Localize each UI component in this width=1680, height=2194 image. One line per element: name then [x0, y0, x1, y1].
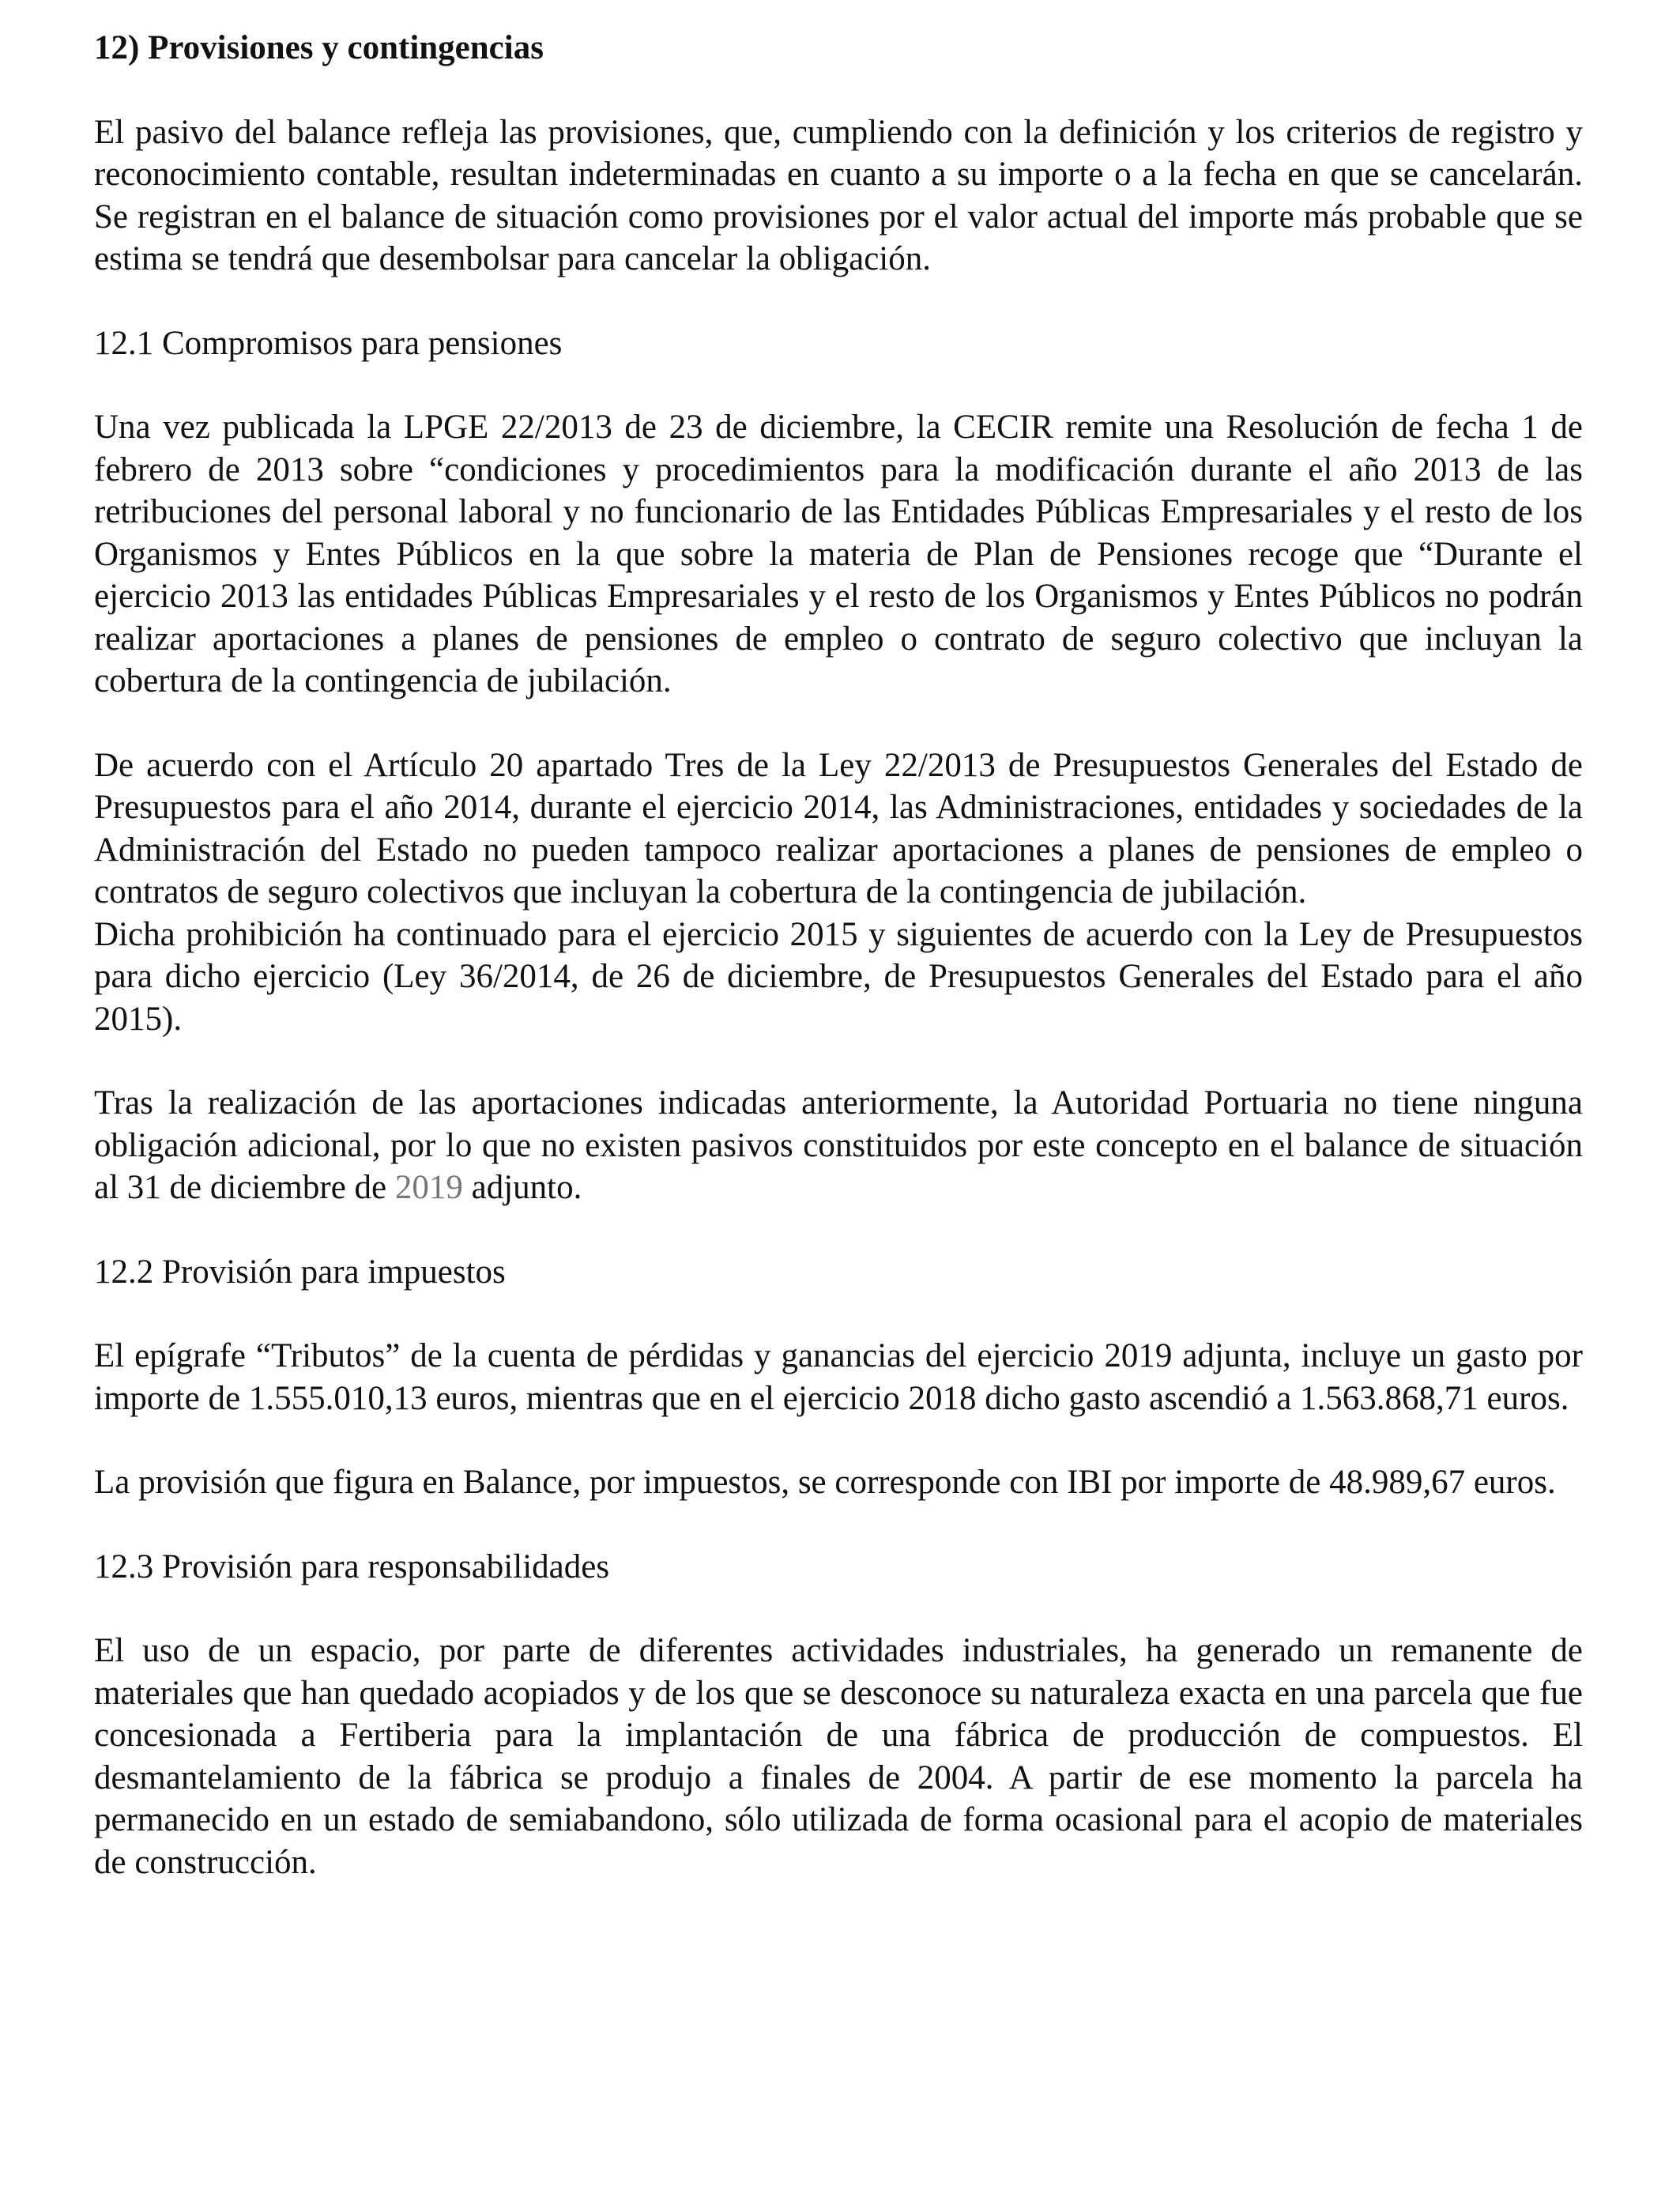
pensions-paragraph-2: De acuerdo con el Artículo 20 apartado Tres de la Ley 22/2013 de Presupuestos Generales del Estado de Presupuestos para el año 2014, durante el ejercicio 2014, las Administraciones, entidades y sociedades de la Administración del Estado no pueden tampoco realizar aportaciones a planes de pensiones de empleo o contratos de seguro colectivos que incluyan la cobertura de la contingencia de jubilación. [94, 746, 1583, 910]
pensions-paragraph-1: Una vez publicada la LPGE 22/2013 de 23 de diciembre, la CECIR remite una Resolución de fecha 1 de febrero de 2013 sobre “condiciones y procedimientos para la modificación durante el año 2013 de las retribuciones del personal laboral y no funcionario de las Entidades Públicas Empresariales y el resto de los Organismos y Entes Públicos en la que sobre la materia de Plan de Pensiones recoge que “Durante el ejercicio 2013 las entidades Públicas Empresariales y el resto de los Organismos y Entes Públicos no podrán realizar aportaciones a planes de pensiones de empleo o contrato de seguro colectivo que incluyan la cobertura de la contingencia de jubilación. [94, 409, 1583, 699]
liabilities-heading: 12.3 Provisión para responsabilidades [94, 1547, 610, 1585]
liabilities-paragraph-1: El uso de un espacio, por parte de diferentes actividades industriales, ha generado un remanente de materiales que han quedado acopiados y de los que se desconoce su naturaleza exacta en una parcela que fue concesionada a Fertiberia para la implantación de una fábrica de producción de compuestos. El desmantelamiento de la fábrica se produjo a finales de 2004. A partir de ese momento la parcela ha permanecido en un estado de semiabandono, sólo utilizada de forma ocasional para el acopio de materiales de construcción. [94, 1632, 1583, 1881]
section-intro-paragraph: El pasivo del balance refleja las provisiones, que, cumpliendo con la definición y los criterios de registro y reconocimiento contable, resultan indeterminadas en cuanto a su importe o a la fecha en que se cancelarán. Se registran en el balance de situación como provisiones por el valor actual del importe más probable que se estima se tendrá que desembolsar para cancelar la obligación. [94, 113, 1583, 277]
pensions-paragraph-4-text: Tras la realización de las aportaciones indicadas anteriormente, la Autoridad Portuaria no tiene ninguna obligación adicional, por lo que no existen pasivos constituidos por este concepto en el balance de situación al 31 de diciembre de [94, 1084, 1583, 1206]
pensions-paragraph-4 [94, 1082, 1583, 1209]
taxes-paragraph-1: El epígrafe “Tributos” de la cuenta de pérdidas y ganancias del ejercicio 2019 adjunta, incluye un gasto por importe de 1.555.010,13 euros, mientras que en el ejercicio 2018 dicho gasto ascendió a 1.563.868,71 euros. [94, 1337, 1583, 1417]
pensions-paragraph-4-end: adjunto. [462, 1169, 582, 1206]
section-title: 12) Provisiones y contingencias [94, 29, 544, 66]
taxes-paragraph-2: La provisión que figura en Balance, por impuestos, se corresponde con IBI por importe de 48.989,67 euros. [94, 1464, 1556, 1501]
pensions-paragraph-3: Dicha prohibición ha continuado para el ejercicio 2015 y siguientes de acuerdo con la Ley de Presupuestos para dicho ejercicio (Ley 36/2014, de 26 de diciembre, de Presupuestos Generales del Estado para el año 2015). [94, 915, 1583, 1038]
document-page [94, 27, 1583, 1925]
pensions-year: 2019 [394, 1169, 463, 1206]
pensions-heading: 12.1 Compromisos para pensiones [94, 324, 563, 362]
taxes-heading: 12.2 Provisión para impuestos [94, 1253, 506, 1291]
